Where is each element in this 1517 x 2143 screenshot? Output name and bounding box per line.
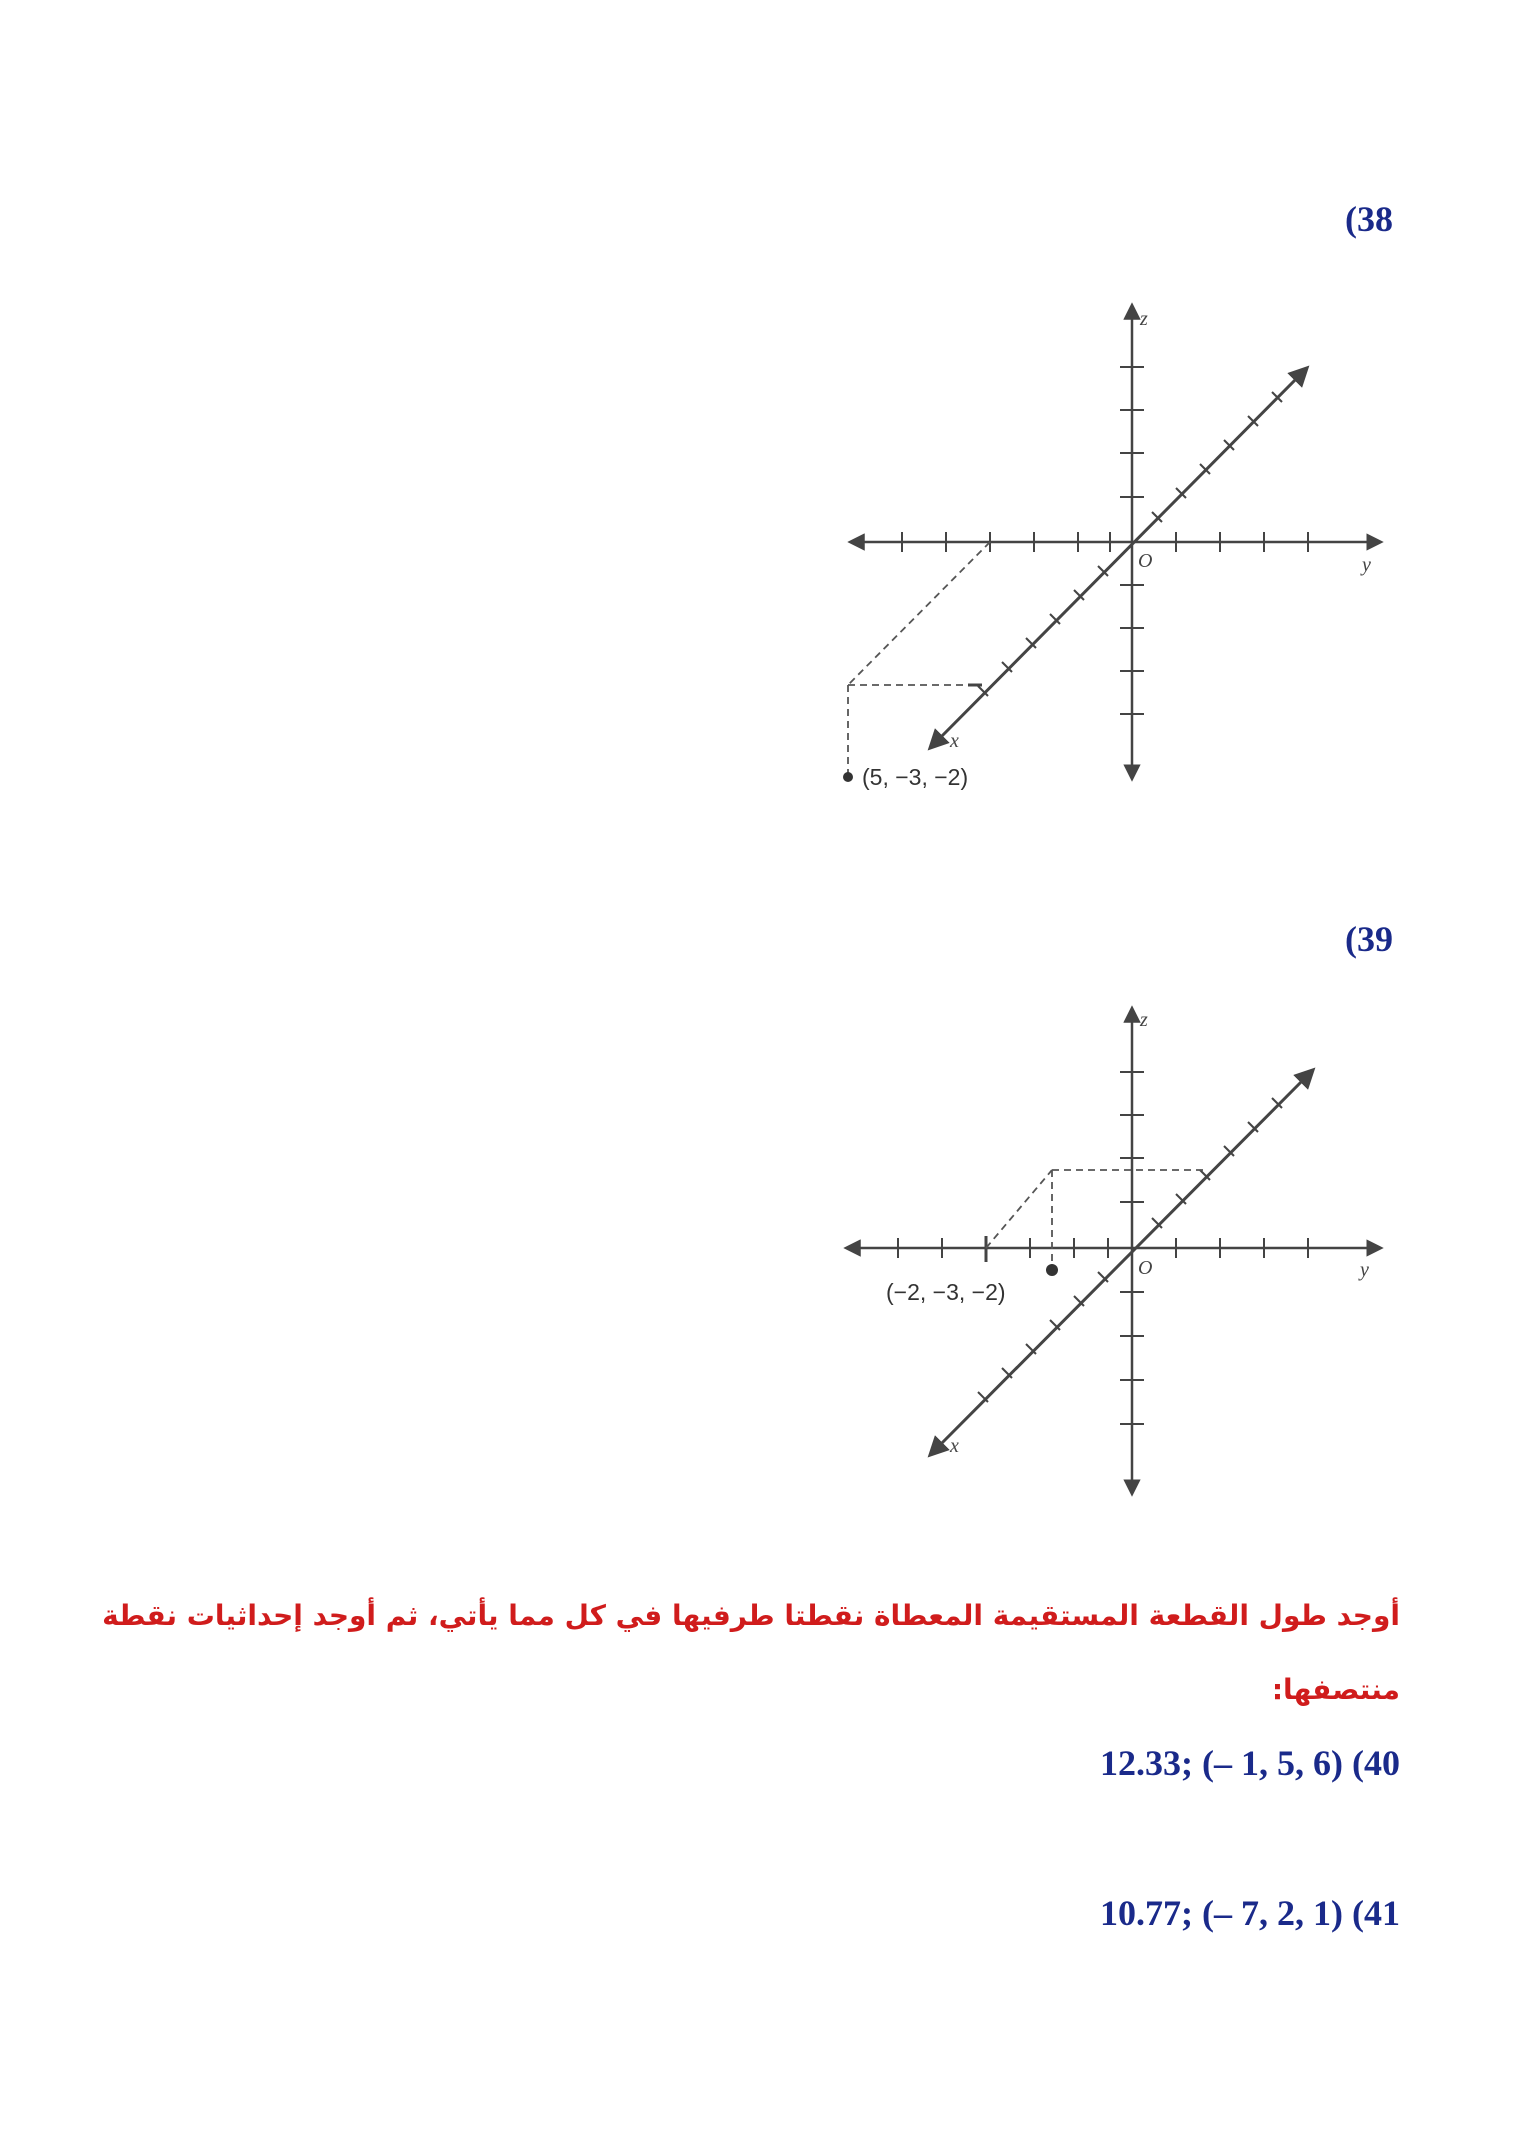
instruction-line-2: منتصفها: (1271, 1673, 1400, 1706)
point-marker (843, 772, 853, 782)
z-axis-label: z (1140, 1009, 1148, 1031)
origin-label: O (1138, 550, 1153, 572)
point-marker (1046, 1264, 1058, 1276)
instruction-line-1: أوجد طول القطعة المستقيمة المعطاة نقطتا طرفيها في كل مما يأتي، ثم أوجد إحداثيات نقطة (102, 1599, 1400, 1632)
point-label: (−2, −3, −2) (886, 1279, 1006, 1305)
x-axis-ticks (978, 1098, 1282, 1402)
x-axis-label: x (950, 730, 959, 752)
point-label: (5, −3, −2) (862, 764, 969, 790)
answer-41: 10.77; (– 7, 2, 1) (41 (1100, 1893, 1400, 1933)
problem-number-38: (38 (1345, 199, 1393, 239)
problem-number-39: (39 (1345, 919, 1393, 959)
x-axis (935, 1075, 1308, 1450)
projection-lines (986, 1170, 1204, 1268)
projection-lines (848, 542, 990, 775)
origin-label: O (1138, 1257, 1153, 1279)
y-axis-label: y (1362, 554, 1371, 576)
z-axis-label: z (1140, 308, 1148, 330)
y-axis-label: y (1360, 1259, 1369, 1281)
answer-40: 12.33; (– 1, 5, 6) (40 (1100, 1743, 1400, 1783)
figure-38 (840, 295, 1400, 790)
x-axis (935, 373, 1302, 743)
figure-39 (840, 1000, 1400, 1457)
x-axis-label: x (950, 1435, 959, 1457)
